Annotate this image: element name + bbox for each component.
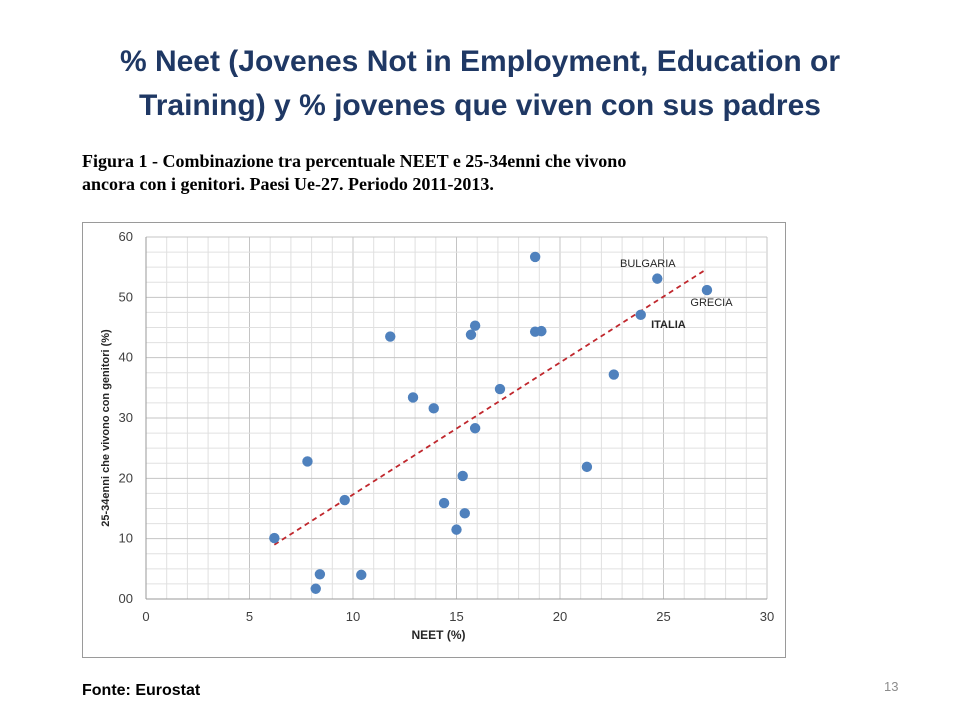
data-point <box>269 533 279 543</box>
figure-caption <box>82 150 802 196</box>
x-axis-title: NEET (%) <box>411 628 466 642</box>
data-point <box>356 570 366 580</box>
data-point <box>495 384 505 394</box>
x-tick-label: 10 <box>345 609 361 624</box>
point-annotation: GRECIA <box>690 296 733 309</box>
chart-labels <box>620 258 733 331</box>
x-tick-label: 15 <box>449 609 464 624</box>
data-point <box>470 423 480 433</box>
figure-caption-line-1: Figura 1 - Combinazione tra percentuale NEET e 25-34enni che vivono <box>82 151 627 171</box>
chart-grid <box>146 237 767 599</box>
x-tick-label: 5 <box>245 609 254 624</box>
data-point <box>652 273 662 283</box>
data-point <box>311 584 321 594</box>
y-tick-label: 20 <box>118 470 133 486</box>
data-point <box>451 524 461 534</box>
data-point <box>315 569 325 579</box>
slide-title-line-1: % Neet (Jovenes Not in Employment, Education or <box>119 45 841 78</box>
y-axis-title: 25-34enni che vivono con genitori (%) <box>100 329 112 527</box>
data-point <box>470 320 480 330</box>
data-point <box>609 369 619 379</box>
y-tick-label: 60 <box>118 229 133 244</box>
data-point <box>530 252 540 262</box>
y-tick-label: 00 <box>118 591 133 606</box>
data-point <box>385 331 395 341</box>
y-tick-label: 10 <box>118 530 133 546</box>
data-point <box>302 456 312 466</box>
data-point <box>460 508 470 518</box>
page-number: 13 <box>884 679 899 694</box>
figure-caption-line-2: ancora con i genitori. Paesi Ue-27. Periodo 2011-2013. <box>82 174 494 194</box>
source-note: Fonte: Eurostat <box>82 682 201 699</box>
x-tick-label: 20 <box>552 609 568 624</box>
x-tick-label: 25 <box>656 609 671 624</box>
data-point <box>466 330 476 340</box>
data-point <box>458 471 468 481</box>
data-point <box>439 498 449 508</box>
data-point <box>340 495 350 505</box>
data-point <box>429 403 439 413</box>
x-tick-label: 30 <box>759 609 775 624</box>
data-point <box>536 326 546 336</box>
y-tick-label: 50 <box>118 289 133 305</box>
slide-title-line-2: Training) y % jovenes que viven con sus padres <box>139 89 821 122</box>
data-point <box>582 462 592 472</box>
y-tick-label: 30 <box>118 410 133 425</box>
y-tick-label: 40 <box>118 349 133 365</box>
point-annotation: BULGARIA <box>620 258 676 271</box>
data-point <box>408 392 418 402</box>
point-annotation: ITALIA <box>651 319 686 332</box>
scatter-chart <box>83 223 785 657</box>
data-point <box>702 285 712 295</box>
data-points <box>269 252 712 594</box>
data-point <box>636 310 646 320</box>
slide-title <box>40 40 920 128</box>
x-tick-label: 0 <box>142 609 150 624</box>
chart-frame <box>82 222 786 658</box>
